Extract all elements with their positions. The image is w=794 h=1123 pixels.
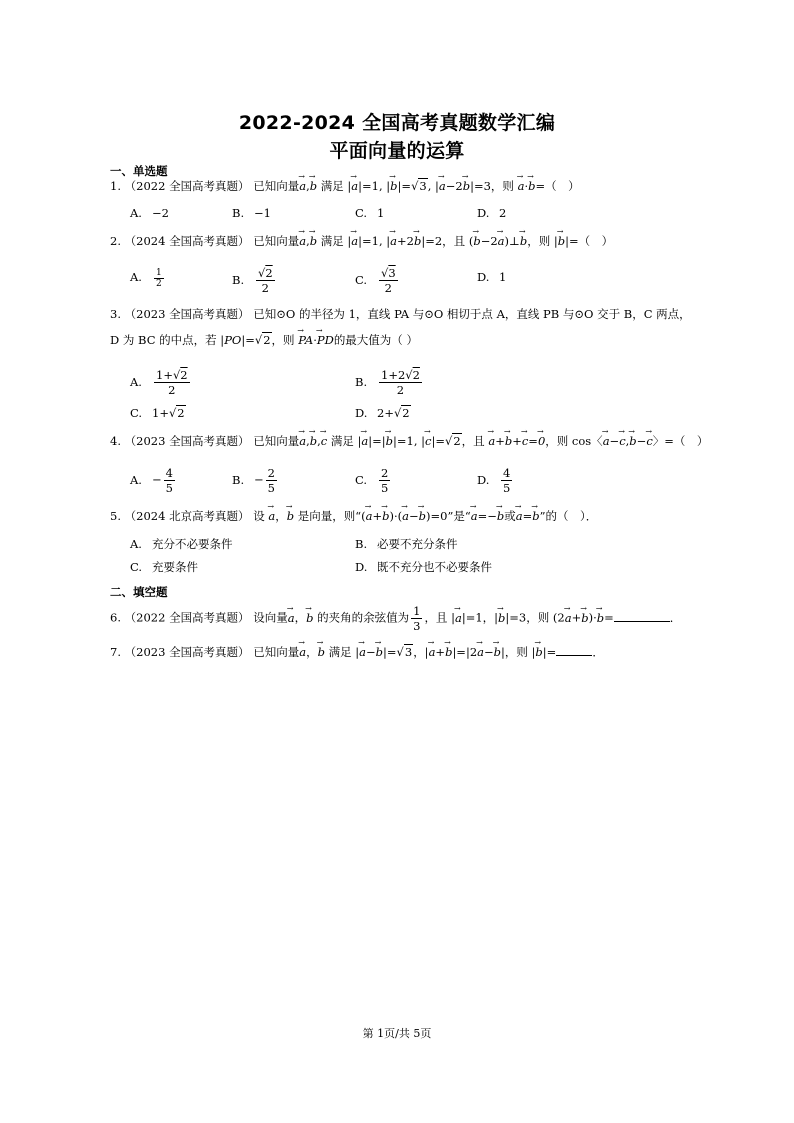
question-text: 设 xyxy=(253,509,265,523)
option-a: A. −2 xyxy=(130,206,169,220)
option-b: B. −1 xyxy=(232,206,271,220)
question-source: （2024 全国高考真题） xyxy=(124,234,250,248)
option-a: A. $\frac{1}{2}$ xyxy=(130,267,162,289)
option-b: B. $\frac{√2}{2}$ xyxy=(232,266,273,295)
section-fill-blank: 二、填空题 xyxy=(110,585,168,599)
question-text: 已知⊙O 的半径为 1，直线 PA 与⊙O 相切于点 A，直线 PB 与⊙O 交于 B，C 两点， xyxy=(253,307,691,321)
question-4: 4. （2023 全国高考真题） 已知向量→ a,→ b,→ c 满足 |→ a|=|→ b|=1, |→ c|=√2，且 → a+→ b+→ c=→ 0，则 cos〈→ a−→ c,→ b−→ c〉=（ ） xyxy=(110,431,708,451)
question-text: 已知向量 xyxy=(253,645,300,659)
option-c: C. 充要条件 xyxy=(130,560,198,574)
question-number: 2. xyxy=(110,234,121,248)
question-5-options-row-2 xyxy=(130,556,690,580)
question-source: （2022 全国高考真题） xyxy=(124,179,250,193)
question-number: 5. xyxy=(110,509,121,523)
question-2-options xyxy=(130,266,690,295)
question-5-options-row-1 xyxy=(130,533,690,557)
question-text: 设向量 xyxy=(253,610,288,625)
question-source: （2023 全国高考真题） xyxy=(124,434,250,448)
option-b: B. 必要不充分条件 xyxy=(355,537,458,551)
option-d: D. 既不充分也不必要条件 xyxy=(355,560,492,574)
option-d: D. 2+√2 xyxy=(355,406,410,420)
question-4-options xyxy=(130,466,690,495)
option-d: D. 2 xyxy=(477,206,507,220)
question-3-options-row-1 xyxy=(130,368,690,397)
option-b: B. $\frac{1+2√2}{2}$ xyxy=(355,368,420,397)
question-3-line-2: D 为 BC 的中点，若 |PO|=√2，则 → PA·→ PD的最大值为（ ） xyxy=(110,330,418,350)
question-6: 6. （2022 全国高考真题） 设向量→ a，→ b 的夹角的余弦值为 $\frac{1}{3}$ ，且 |→ a|=1，|→ b|=3，则 (2→ a+→ b)·→ b= ． xyxy=(110,604,681,633)
question-number: 4. xyxy=(110,434,121,448)
question-text: 已知向量 xyxy=(253,234,300,248)
question-3 xyxy=(110,304,691,324)
section-single-choice: 一、单选题 xyxy=(110,164,168,178)
question-source: （2022 全国高考真题） xyxy=(124,610,250,625)
answer-blank[interactable] xyxy=(614,621,670,622)
question-1-options xyxy=(130,202,690,226)
question-source: （2024 北京高考真题） xyxy=(124,509,250,523)
answer-blank[interactable] xyxy=(556,655,592,656)
question-number: 3. xyxy=(110,307,121,321)
question-7: 7. （2023 全国高考真题） 已知向量→ a，→ b 满足 |→ a−→ b|=√3，|→ a+→ b|=|2→ a−→ b|，则 |→ b|= ． xyxy=(110,642,604,662)
question-text: 已知向量 xyxy=(253,434,300,448)
option-d: D. $\frac{4}{5}$ xyxy=(477,466,511,495)
question-5: 5. （2024 北京高考真题） 设 → a，→ b 是向量，则“(→ a+→ b)·(→ a−→ b)=0”是“→ a=−→ b或→ a=→ b”的（ ）． xyxy=(110,506,597,526)
question-number: 6. xyxy=(110,610,121,625)
question-2: 2. （2024 全国高考真题） 已知向量→ a,→ b 满足 |→ a|=1, |→ a+2→ b|=2，且 (→ b−2→ a)⊥→ b，则 |→ b|=（ ） xyxy=(110,231,613,251)
question-source: （2023 全国高考真题） xyxy=(124,645,250,659)
option-c: C. 1 xyxy=(355,206,385,220)
option-c: C. 1+√2 xyxy=(130,406,185,420)
document-title: 2022-2024 全国高考真题数学汇编 xyxy=(238,112,556,134)
option-a: A. 充分不必要条件 xyxy=(130,537,233,551)
question-number: 7. xyxy=(110,645,121,659)
option-c: C. $\frac{√3}{2}$ xyxy=(355,266,396,295)
option-b: B. − $\frac{2}{5}$ xyxy=(232,466,275,495)
page-footer: 第 1页/共 5页 xyxy=(362,1027,432,1040)
question-number: 1. xyxy=(110,179,121,193)
option-d: D. 1 xyxy=(477,270,507,284)
option-a: A. − $\frac{4}{5}$ xyxy=(130,466,173,495)
document-subtitle: 平面向量的运算 xyxy=(329,140,465,162)
question-text: 已知向量 xyxy=(253,179,300,193)
option-a: A. $\frac{1+√2}{2}$ xyxy=(130,368,188,397)
question-1: 1. （2022 全国高考真题） 已知向量→ a,→ b 满足 |→ a|=1, |→ b|=√3, |→ a−2→ b|=3，则 → a·→ b=（ ） xyxy=(110,176,580,196)
question-source: （2023 全国高考真题） xyxy=(124,307,250,321)
option-c: C. $\frac{2}{5}$ xyxy=(355,466,389,495)
